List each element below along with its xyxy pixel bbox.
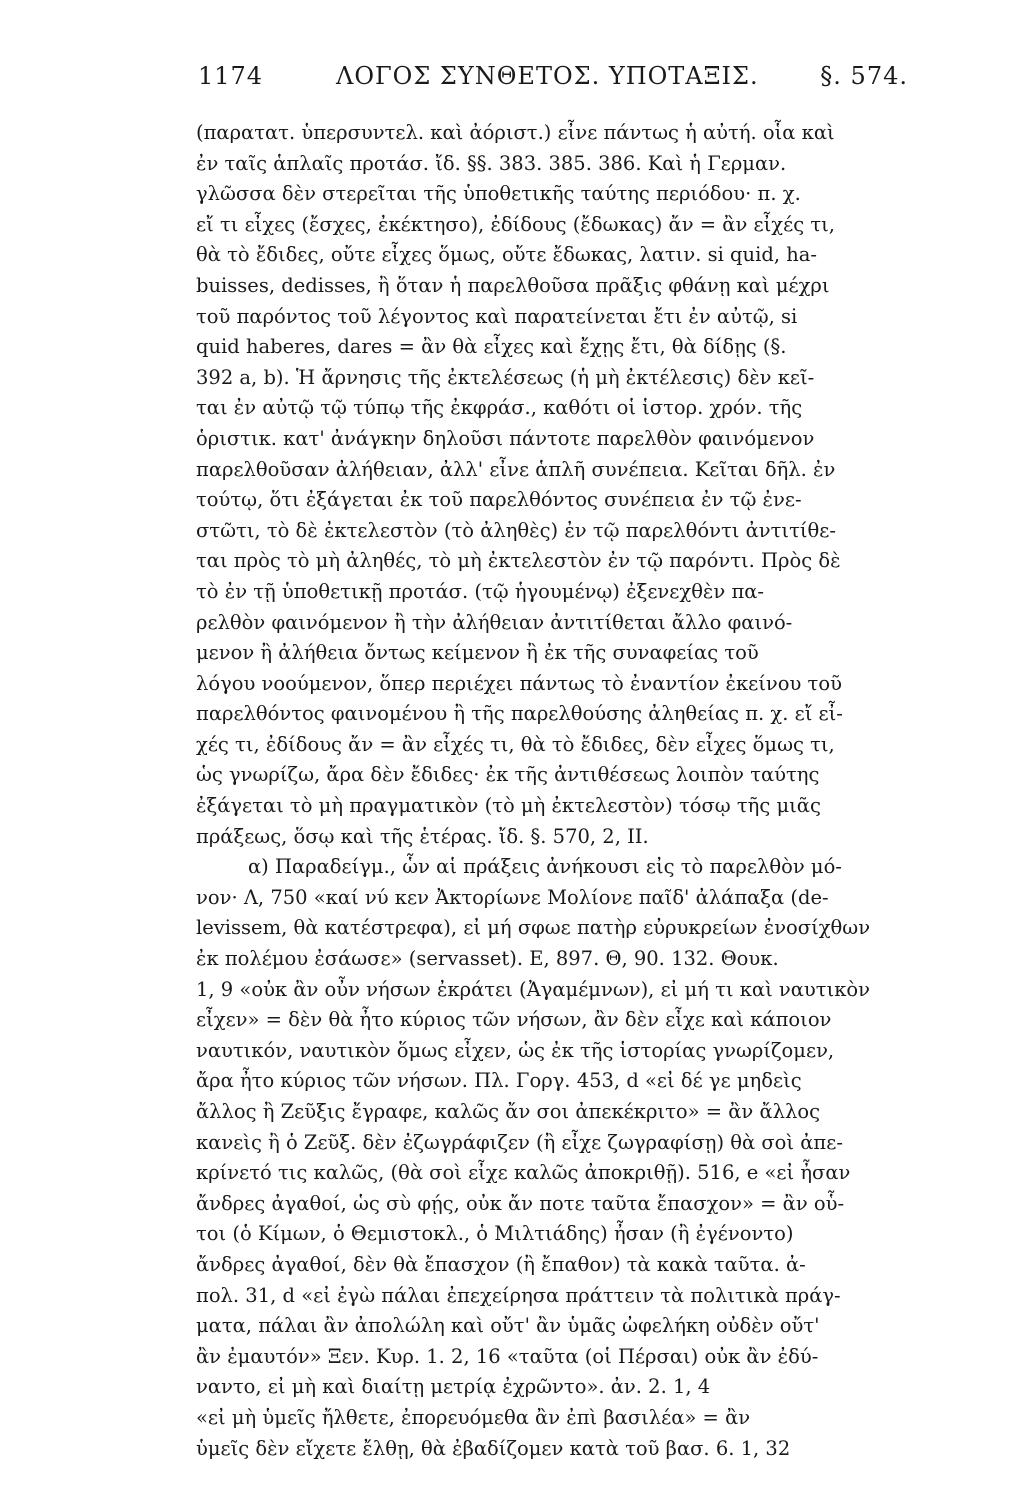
text-line: πράξεως, ὅσῳ καὶ τῆς ἑτέρας. ἴδ. §. 570, 2, II. (196, 824, 649, 848)
text-line: ρελθὸν φαινόμενον ἢ τὴν ἀλήθειαν ἀντιτίθεται ἄλλο φαινό- (196, 610, 793, 634)
text-line: παρελθόντος φαινομένου ἢ τῆς παρελθούσης ἀληθείας π. χ. εἴ εἶ- (196, 702, 843, 726)
text-line: ται ἐν αὐτῷ τῷ τύπῳ τῆς ἐκφράσ., καθότι οἱ ἱστορ. χρόν. τῆς (196, 396, 803, 420)
text-line: ται πρὸς τὸ μὴ ἀληθές, τὸ μὴ ἐκτελεστὸν ἐν τῷ παρόντι. Πρὸς δὲ (196, 549, 841, 573)
text-line: quid haberes, dares = ἂν θὰ εἶχες καὶ ἔχῃς ἔτι, θὰ δίδῃς (§. (196, 335, 787, 359)
text-line: στῶτι, τὸ δὲ ἐκτελεστὸν (τὸ ἀληθὲς) ἐν τῷ παρελθόντι ἀντιτίθε- (196, 518, 836, 542)
text-line: κανεὶς ἢ ὁ Ζεῦξ. δὲν ἐζωγράφιζεν (ἢ εἶχε ζωγραφίσῃ) θὰ σοὶ ἀπε- (196, 1130, 843, 1154)
text-line: τοῦ παρόντος τοῦ λέγοντος καὶ παρατείνεται ἔτι ἐν αὐτῷ, si (196, 304, 798, 328)
text-line: τὸ ἐν τῇ ὑποθετικῇ προτάσ. (τῷ ἡγουμένῳ) ἐξενεχθὲν πα- (196, 579, 765, 603)
text-line: «εἰ μὴ ὑμεῖς ἤλθετε, ἐπορευόμεθα ἂν ἐπὶ βασιλέα» = ἂν (196, 1405, 751, 1429)
text-line: θὰ τὸ ἔδιδες, οὔτε εἶχες ὅμως, οὔτε ἔδωκας, λατιν. si quid, ha- (196, 243, 817, 267)
text-line: χές τι, ἐδίδους ἄν = ἂν εἶχές τι, θὰ τὸ ἔδιδες, δὲν εἶχες ὅμως τι, (196, 732, 835, 756)
page-number: 1174 (198, 62, 264, 90)
text-line: ναντο, εἰ μὴ καὶ διαίτῃ μετρίᾳ ἐχρῶντο». ἀν. 2. 1, 4 (196, 1375, 711, 1399)
text-line: ὁριστικ. κατ' ἀνάγκην δηλοῦσι πάντοτε παρελθὸν φαινόμενον (196, 426, 815, 450)
text-line: νον· Λ, 750 «καί νύ κεν Ἀκτορίωνε Μολίονε παῖδ' ἀλάπαξα (de- (196, 885, 829, 909)
text-line: 392 a, b). Ἡ ἄρνησις τῆς ἐκτελέσεως (ἡ μὴ ἐκτέλεσις) δὲν κεῖ- (196, 365, 815, 389)
page-header (198, 62, 908, 102)
text-line: μενον ἢ ἀλήθεια ὄντως κείμενον ἢ ἐκ τῆς συναφείας τοῦ (196, 641, 759, 665)
text-line: τούτῳ, ὅτι ἐξάγεται ἐκ τοῦ παρελθόντος συνέπεια ἐν τῷ ἐνε- (196, 488, 802, 512)
paragraph-start-line: α) Παραδείγμ., ὧν αἱ πράξεις ἀνήκουσι εἰς τὸ παρελθὸν μό- (248, 855, 842, 879)
text-line: κρίνετό τις καλῶς, (θὰ σοὶ εἶχε καλῶς ἀποκριθῇ). 516, e «εἰ ἦσαν (196, 1161, 851, 1185)
text-line: buisses, dedisses, ἢ ὅταν ἡ παρελθοῦσα πρᾶξις φθάνῃ καὶ μέχρι (196, 273, 830, 297)
running-title: ΛΟΓΟΣ ΣΥΝΘΕΤΟΣ. ΥΠΟΤΑΞΙΣ. (336, 62, 759, 90)
text-line: εἴ τι εἶχες (ἔσχες, ἐκέκτησο), ἐδίδους (ἔδωκας) ἄν = ἂν εἶχές τι, (196, 212, 835, 236)
text-line: ἐξάγεται τὸ μὴ πραγματικὸν (τὸ μὴ ἐκτελεστὸν) τόσῳ τῆς μιᾶς (196, 794, 821, 818)
text-line: (παρατατ. ὑπερσυντελ. καὶ ἀόριστ.) εἶνε πάντως ἡ αὐτή. οἷα καὶ (196, 121, 835, 144)
text-line: ὡς γνωρίζω, ἄρα δὲν ἔδιδες· ἐκ τῆς ἀντιθέσεως λοιπὸν ταύτης (196, 763, 820, 787)
page-body (196, 118, 908, 1464)
text-line: εἶχεν» = δὲν θὰ ἦτο κύριος τῶν νήσων, ἂν δὲν εἶχε καὶ κάποιον (196, 1008, 832, 1032)
text-line: ἄνδρες ἀγαθοί, ὡς σὺ φῄς, οὐκ ἄν ποτε ταῦτα ἔπασχον» = ἂν οὗ- (196, 1191, 845, 1215)
text-line: ματα, πάλαι ἂν ἀπολώλη καὶ οὔτ' ἂν ὑμᾶς ὠφελήκη οὐδὲν οὔτ' (196, 1314, 820, 1338)
text-line: ἄνδρες ἀγαθοί, δὲν θὰ ἔπασχον (ἢ ἔπαθον) τὰ κακὰ ταῦτα. ἀ- (196, 1252, 806, 1276)
text-line: πολ. 31, d «εἰ ἐγὼ πάλαι ἐπεχείρησα πράττειν τὰ πολιτικὰ πράγ- (196, 1283, 841, 1307)
text-line: ἄρα ἦτο κύριος τῶν νήσων. Πλ. Γοργ. 453, d «εἰ δέ γε μηδεὶς (196, 1069, 802, 1093)
text-line: ναυτικόν, ναυτικὸν ὅμως εἶχεν, ὡς ἐκ τῆς ἱστορίας γνωρίζομεν, (196, 1038, 835, 1062)
text-line: ἄλλος ἢ Ζεῦξις ἔγραφε, καλῶς ἄν σοι ἀπεκέκριτο» = ἂν ἄλλος (196, 1100, 821, 1123)
text-line: γλῶσσα δὲν στερεῖται τῆς ὑποθετικῆς ταύτης περιόδου· π. χ. (196, 182, 801, 206)
text-line: λόγου νοούμενον, ὅπερ περιέχει πάντως τὸ ἐναντίον ἐκείνου τοῦ (196, 671, 842, 695)
text-line: παρελθοῦσαν ἀλήθειαν, ἀλλ' εἶνε ἁπλῆ συνέπεια. Κεῖται δῆλ. ἐν (196, 457, 836, 481)
text-line: ἐκ πολέμου ἐσάωσε» (servasset). Ε, 897. Θ, 90. 132. Θουκ. (196, 947, 779, 971)
text-line: ἂν ἐμαυτόν» Ξεν. Κυρ. 1. 2, 16 «ταῦτα (οἱ Πέρσαι) οὐκ ἂν ἐδύ- (196, 1344, 819, 1368)
text-line: levissem, θὰ κατέστρεφα), εἰ μή σφωε πατὴρ εὐρυκρείων ἐνοσίχθων (196, 916, 871, 940)
text-line: ὑμεῖς δὲν εἴχετε ἔλθῃ, θὰ ἐβαδίζομεν κατὰ τοῦ βασ. 6. 1, 32 (196, 1436, 791, 1460)
text-line: τοι (ὁ Κίμων, ὁ Θεμιστοκλ., ὁ Μιλτιάδης) ἦσαν (ἢ ἐγένοντο) (196, 1222, 794, 1246)
section-number: §. 574. (820, 62, 908, 90)
text-line: 1, 9 «οὐκ ἂν οὖν νήσων ἐκράτει (Ἀγαμέμνων), εἰ μή τι καὶ ναυτικὸν (196, 977, 871, 1001)
text-line: ἐν ταῖς ἁπλαῖς προτάσ. ἴδ. §§. 383. 385. 386. Καὶ ἡ Γερμαν. (196, 151, 787, 175)
